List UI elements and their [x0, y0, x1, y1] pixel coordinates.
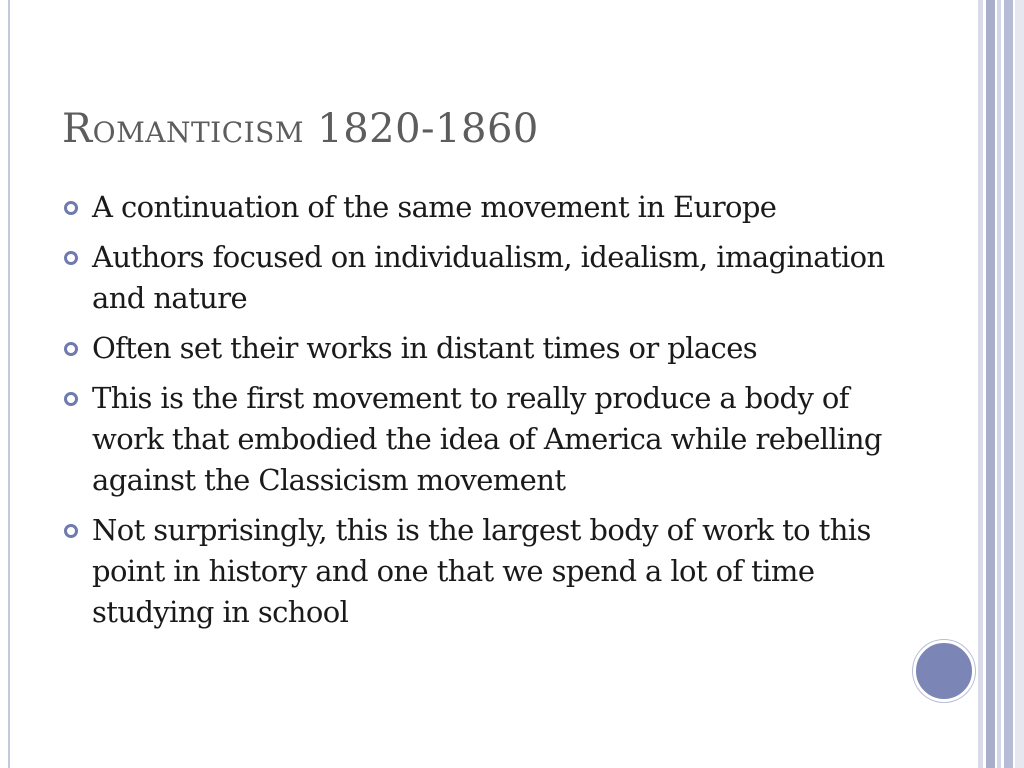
bullet-item — [62, 328, 892, 369]
bullet-text: This is the first movement to really produce a body of work that embodied the idea of America while rebelling against the Classicism movement — [92, 381, 882, 497]
ring-bullet-icon — [64, 392, 78, 406]
bullet-text: Often set their works in distant times or places — [92, 331, 758, 365]
decorative-circle-icon — [913, 640, 975, 702]
left-border-line — [8, 0, 10, 768]
bullet-item — [62, 510, 892, 633]
right-decorative-stripe — [1015, 0, 1024, 768]
right-decorative-stripe — [997, 0, 1001, 768]
bullet-item — [62, 378, 892, 501]
right-decorative-stripe — [986, 0, 995, 768]
bullet-list — [62, 187, 892, 642]
right-decorative-stripe — [1004, 0, 1013, 768]
ring-bullet-icon — [64, 201, 78, 215]
right-decorative-stripe — [978, 0, 983, 768]
bullet-item — [62, 187, 892, 228]
bullet-text: Authors focused on individualism, idealism, imagination and nature — [92, 240, 885, 315]
bullet-item — [62, 237, 892, 319]
ring-bullet-icon — [64, 342, 78, 356]
ring-bullet-icon — [64, 251, 78, 265]
slide-title: Romanticism 1820-1860 — [62, 106, 539, 152]
ring-bullet-icon — [64, 524, 78, 538]
bullet-text: Not surprisingly, this is the largest body of work to this point in history and one that we spend a lot of time studying in school — [92, 513, 871, 629]
bullet-text: A continuation of the same movement in Europe — [92, 190, 777, 224]
